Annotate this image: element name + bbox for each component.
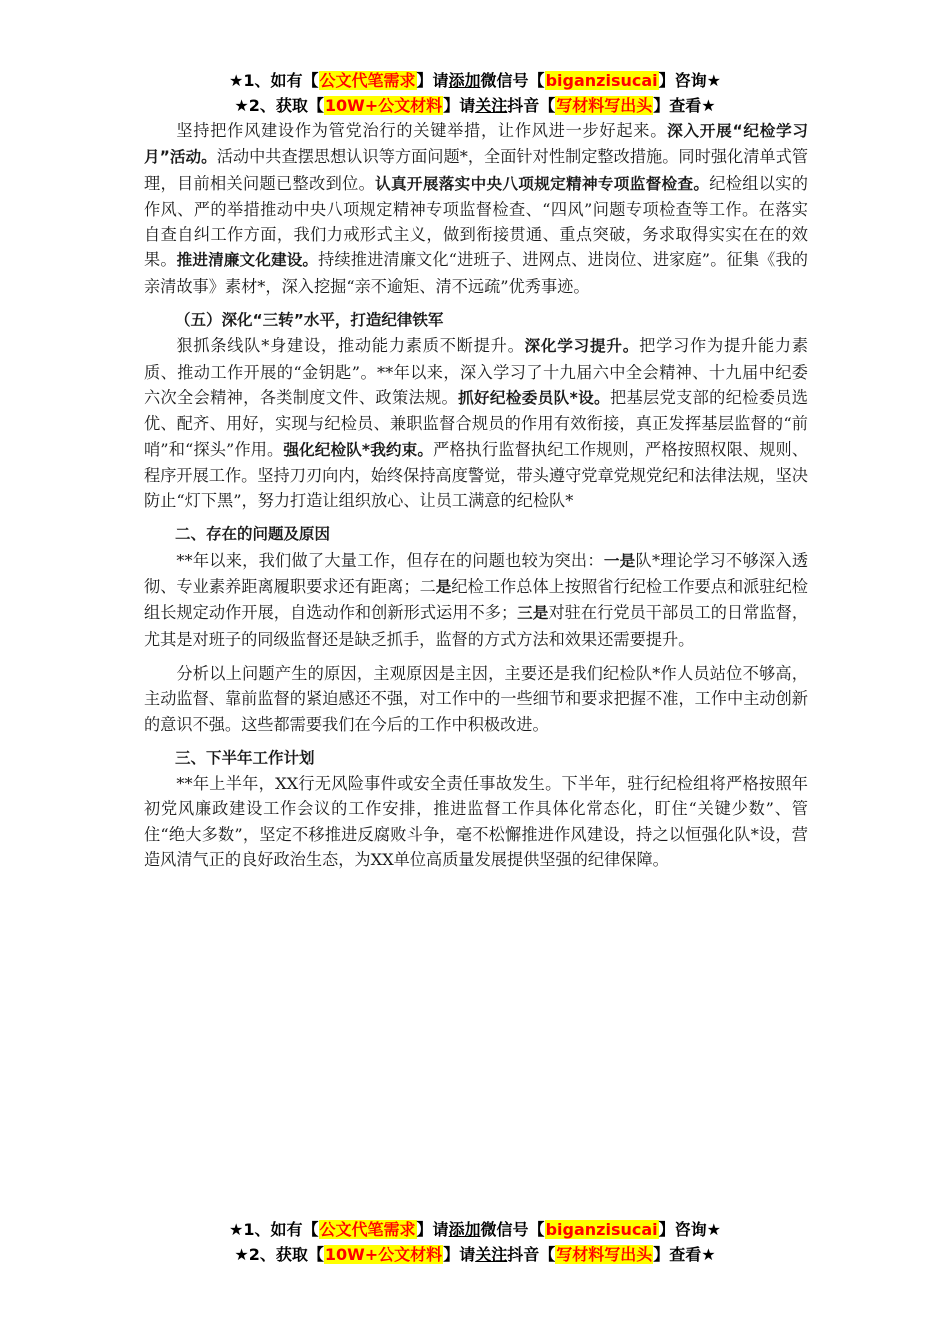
banner-highlight: 10W+公文材料 [324,1245,443,1264]
section-heading-plan: 三、下半年工作计划 [175,748,315,767]
banner-wechat-id: biganzisucai [545,1220,658,1239]
banner-text: ★1、如有【 [229,71,319,90]
bold-lead: 是 [435,578,452,597]
paragraph-team-building [144,333,808,513]
paragraph-problems [144,548,808,652]
banner-underlined: 添加 [448,71,481,90]
banner-underlined: 添加 [448,1220,481,1239]
body-text: 纪检组以实的作风、严的举措推动中央八项规定精神专项监督检查、“四风”问题专项检查等工作。在落实自查自纠工作方面，我们力戒形式主义，做到衔接贯通、重点突破，务求取得实实在在的效果。 [144,173,808,270]
top-banner [0,68,950,118]
banner-text: 微信号【 [480,71,545,90]
banner-text: 】请 [443,1245,476,1264]
banner-text: 】请 [443,96,476,115]
bold-lead: 三是 [517,604,549,623]
section-heading-5: （五）深化“三转”水平，打造纪律铁军 [175,311,444,330]
banner-text: 抖音【 [507,1245,556,1264]
banner-text: 】咨询★ [658,71,721,90]
body-text: 严格执行监督执纪工作规则，严格按照权限、规则、程序开展工作。坚持刀刃向内，始终保持高度警觉，带头遵守党章党规党纪和法律法规，坚决防止“灯下黑”，努力打造让组织放心、让员工满意的纪检队* [144,439,809,511]
bold-lead: 深入开展“纪检学习月”活动。 [144,122,808,167]
banner-douyin-id: 写材料写出头 [556,96,653,115]
paragraph-causes: 分析以上问题产生的原因，主观原因是主因，主要还是我们纪检队*作人员站位不够高，主动监督、靠前监督的紧迫感还不强，对工作中的一些细节和要求把握不准，工作中主动创新的意识不强。这些都需要我们在今后的工作中积极改进。 [144,663,808,734]
paragraph-plan: **年上半年，XX行无风险事件或安全责任事故发生。下半年，驻行纪检组将严格按照年初党风廉政建设工作会议的工作安排，推进监督工作具体化常态化，盯住“关键少数”、管住“绝大多数”，坚定不移推进反腐败斗争，毫不松懈推进作风建设，持之以恒强化队*设，营造风清气正的良好政治生态，为XX单位高质量发展提供坚强的纪律保障。 [144,774,808,870]
banner-highlight: 公文代笔需求 [319,71,416,90]
banner-text: 】查看★ [653,96,716,115]
banner-text: 】查看★ [653,1245,716,1264]
body-text: 队*理论学习不够深入透彻、专业素养距离履职要求还有距离；二 [144,550,809,597]
banner-douyin-id: 写材料写出头 [556,1245,653,1264]
bold-lead: 认真开展落实中央八项规定精神专项监督检查。 [375,174,710,193]
body-text: 对驻在行党员干部员工的日常监督，尤其是对班子的同级监督还是缺乏抓手，监督的方式方法和效果还需要提升。 [144,603,809,649]
body-text: 把学习作为提升能力素质、推动工作开展的“金钥匙”。**年以来，深入学习了十九届六中全会精神、十九届中纪委六次全会精神，各类制度文件、政策法规。 [144,336,809,407]
body-text: 活动中共查摆思想认识等方面问题*，全面针对性制定整改措施。同时强化清单式管理，目前相关问题已整改到位。 [144,147,809,193]
banner-line-1 [0,1217,950,1242]
banner-underlined: 关注 [475,96,508,115]
banner-text: 抖音【 [507,96,556,115]
banner-text: 微信号【 [480,1220,545,1239]
banner-wechat-id: biganzisucai [545,71,658,90]
banner-line-2 [0,93,950,118]
banner-text: ★2、获取【 [234,1245,324,1264]
banner-text: 】请 [416,1220,449,1239]
paragraph-work-style [144,118,808,299]
banner-highlight: 公文代笔需求 [319,1220,416,1239]
body-text: 纪检工作总体上按照省行纪检工作要点和派驻纪检组长规定动作开展，自选动作和创新形式运用不多； [144,577,808,623]
body-text: 狠抓条线队*身建设，推动能力素质不断提升。 [176,336,525,356]
body-text: **年以来，我们做了大量工作，但存在的问题也较为突出： [176,550,604,570]
bold-lead: 强化纪检队*我约束。 [283,440,434,459]
banner-text: ★1、如有【 [229,1220,319,1239]
bold-lead: 深化学习提升。 [524,337,640,356]
banner-text: 】咨询★ [658,1220,721,1239]
banner-line-2 [0,1242,950,1267]
banner-text: 】请 [416,71,449,90]
bold-lead: 一是 [603,551,636,570]
body-text: 坚持把作风建设作为管党治行的关键举措，让作风进一步好起来。 [176,121,668,140]
bottom-banner [0,1217,950,1267]
banner-underlined: 关注 [475,1245,508,1264]
bold-lead: 推进清廉文化建设。 [176,251,319,270]
bold-lead: 抓好纪检委员队*设。 [458,388,610,407]
body-text: 把基层党支部的纪检委员选优、配齐、用好，实现与纪检员、兼职监督合规员的作用有效衔接，真正发挥基层监督的“前哨”和“探头”作用。 [144,387,808,459]
document-body [144,118,808,872]
banner-text: ★2、获取【 [234,96,324,115]
body-text: 持续推进清廉文化“进班子、进网点、进岗位、进家庭”。征集《我的亲清故事》素材*，深入挖掘“亲不逾矩、清不远疏”优秀事迹。 [144,250,808,296]
section-heading-problems: 二、存在的问题及原因 [175,525,331,544]
banner-highlight: 10W+公文材料 [324,96,443,115]
banner-line-1 [0,68,950,93]
